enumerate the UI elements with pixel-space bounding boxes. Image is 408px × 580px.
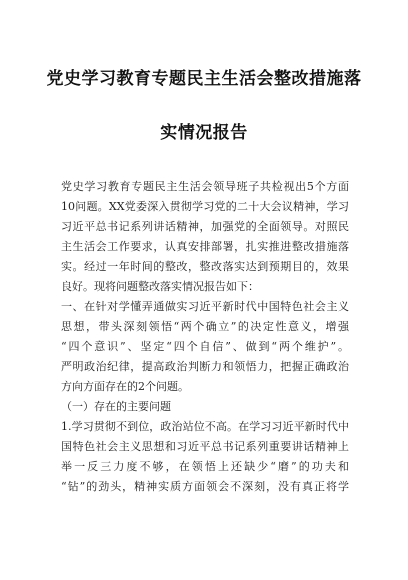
body-line: “四个意识”、坚定“四个自信”、做到“两个维护”。 <box>61 340 349 353</box>
document-title-line-2: 实情况报告 <box>160 123 248 143</box>
body-line: 严明政治纪律，提高政治判断力和领悟力，把握正确政治 <box>61 360 349 373</box>
body-line: 国特色社会主义思想和习近平总书记系列重要讲话精神上 <box>61 440 349 453</box>
document-title-line-1: 党史学习教育专题民主生活会整改措施落 <box>46 69 362 89</box>
body-line: 一、在针对学懂弄通做实习近平新时代中国特色社会主义 <box>61 300 349 313</box>
body-line: 10问题。XX党委深入贯彻学习党的二十大会议精神，学习 <box>61 200 349 213</box>
body-line: 良好。现将问题整改落实情况报告如下： <box>61 280 259 293</box>
body-line: 实。经过一年时间的整改，整改落实达到预期目的，效果 <box>61 260 349 273</box>
body-line: 党史学习教育专题民主生活会领导班子共检视出5个方面 <box>61 180 349 193</box>
body-line: 方向方面存在的2个问题。 <box>61 380 189 393</box>
body-line: 习近平总书记系列讲话精神，加强党的全面领导。对照民 <box>61 220 349 233</box>
body-line: 主生活会工作要求，认真安排部署，扎实推进整改措施落 <box>61 240 349 253</box>
body-line: 举一反三力度不够，在领悟上还缺少“磨”的功夫和 <box>61 460 349 473</box>
body-line: “钻”的劲头，精神实质方面领会不深刻，没有真正将学 <box>61 480 349 493</box>
section-heading: （一）存在的主要问题 <box>61 400 171 413</box>
body-line: 思想，带头深刻领悟“两个确立”的决定性意义，增强 <box>61 320 349 333</box>
body-line: 1.学习贯彻不到位，政治站位不高。在学习习近平新时代中 <box>61 420 349 433</box>
